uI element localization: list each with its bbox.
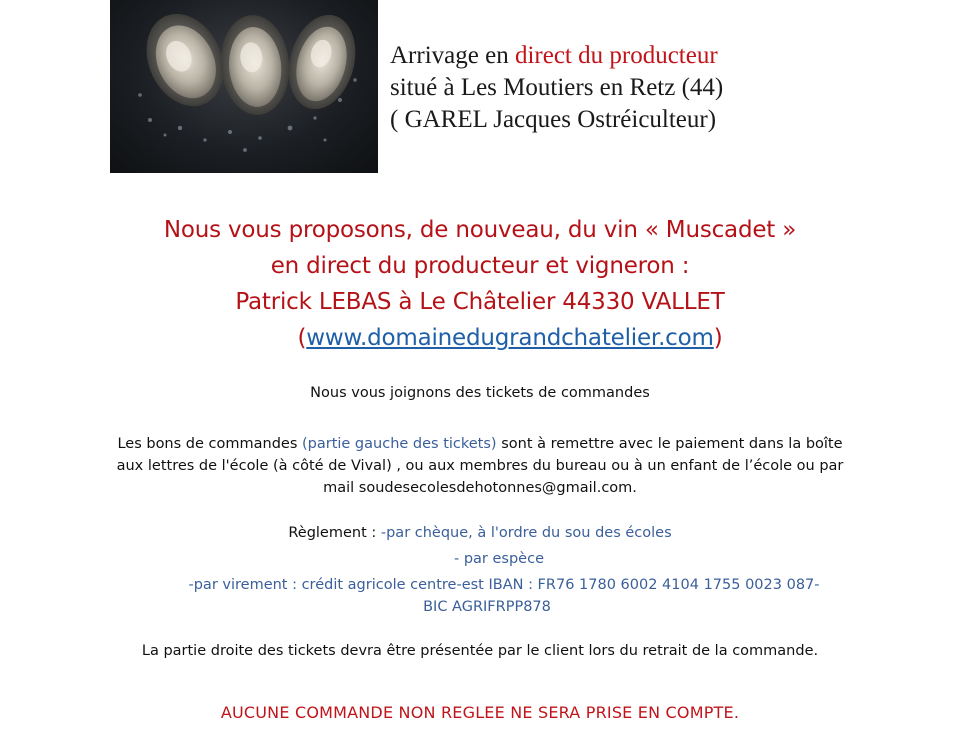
orders-line-1	[0, 433, 960, 455]
payment-cheque-line	[0, 522, 960, 544]
proposal-line-3: Patrick LEBAS à Le Châtelier 44330 VALLET	[235, 289, 725, 315]
oysters-photo	[110, 0, 378, 173]
payment-label: Règlement :	[288, 525, 381, 541]
payment-bic: BIC AGRIFRPP878	[423, 599, 551, 615]
orders-left-part-note: (partie gauche des tickets)	[301, 436, 497, 452]
proposal-line-1: Nous vous proposons, de nouveau, du vin « Muscadet »	[163, 217, 797, 243]
payment-transfer: -par virement : crédit agricole centre-est IBAN : FR76 1780 6002 4104 1755 0023 087-	[188, 577, 820, 593]
payment-cash: - par espèce	[454, 551, 544, 567]
producer-line-1-prefix: Arrivage en	[390, 42, 515, 69]
orders-line-1-start: Les bons de commandes	[117, 436, 302, 452]
website-close-paren: )	[713, 325, 723, 351]
website-open-paren: (	[297, 325, 307, 351]
orders-line-3: mail soudesecolesdehotonnes@gmail.com.	[323, 480, 637, 496]
producer-line-3: ( GAREL Jacques Ostréiculteur)	[390, 106, 717, 133]
tickets-note: Nous vous joignons des tickets de commandes	[310, 385, 650, 401]
payment-cheque: -par chèque, à l'ordre du sou des écoles	[380, 525, 672, 541]
orders-line-2: aux lettres de l'école (à côté de Vival) , ou aux membres du bureau ou à un enfant de l’école ou par	[116, 458, 844, 474]
pickup-note: La partie droite des tickets devra être présentée par le client lors du retrait de la commande.	[141, 643, 819, 659]
website-link[interactable]: www.domainedugrandchatelier.com	[306, 325, 714, 351]
orders-line-1-end: sont à remettre avec le paiement dans la boîte	[496, 436, 843, 452]
producer-line-1-highlight: direct du producteur	[514, 42, 718, 69]
unpaid-warning: AUCUNE COMMANDE NON REGLEE NE SERA PRISE EN COMPTE.	[220, 703, 740, 722]
producer-info	[390, 40, 723, 136]
wine-proposal	[0, 212, 960, 356]
producer-line-2: situé à Les Moutiers en Retz (44)	[390, 74, 724, 101]
proposal-website-line	[0, 320, 960, 356]
proposal-line-2: en direct du producteur et vigneron :	[270, 253, 690, 279]
producer-line-1	[390, 40, 723, 72]
